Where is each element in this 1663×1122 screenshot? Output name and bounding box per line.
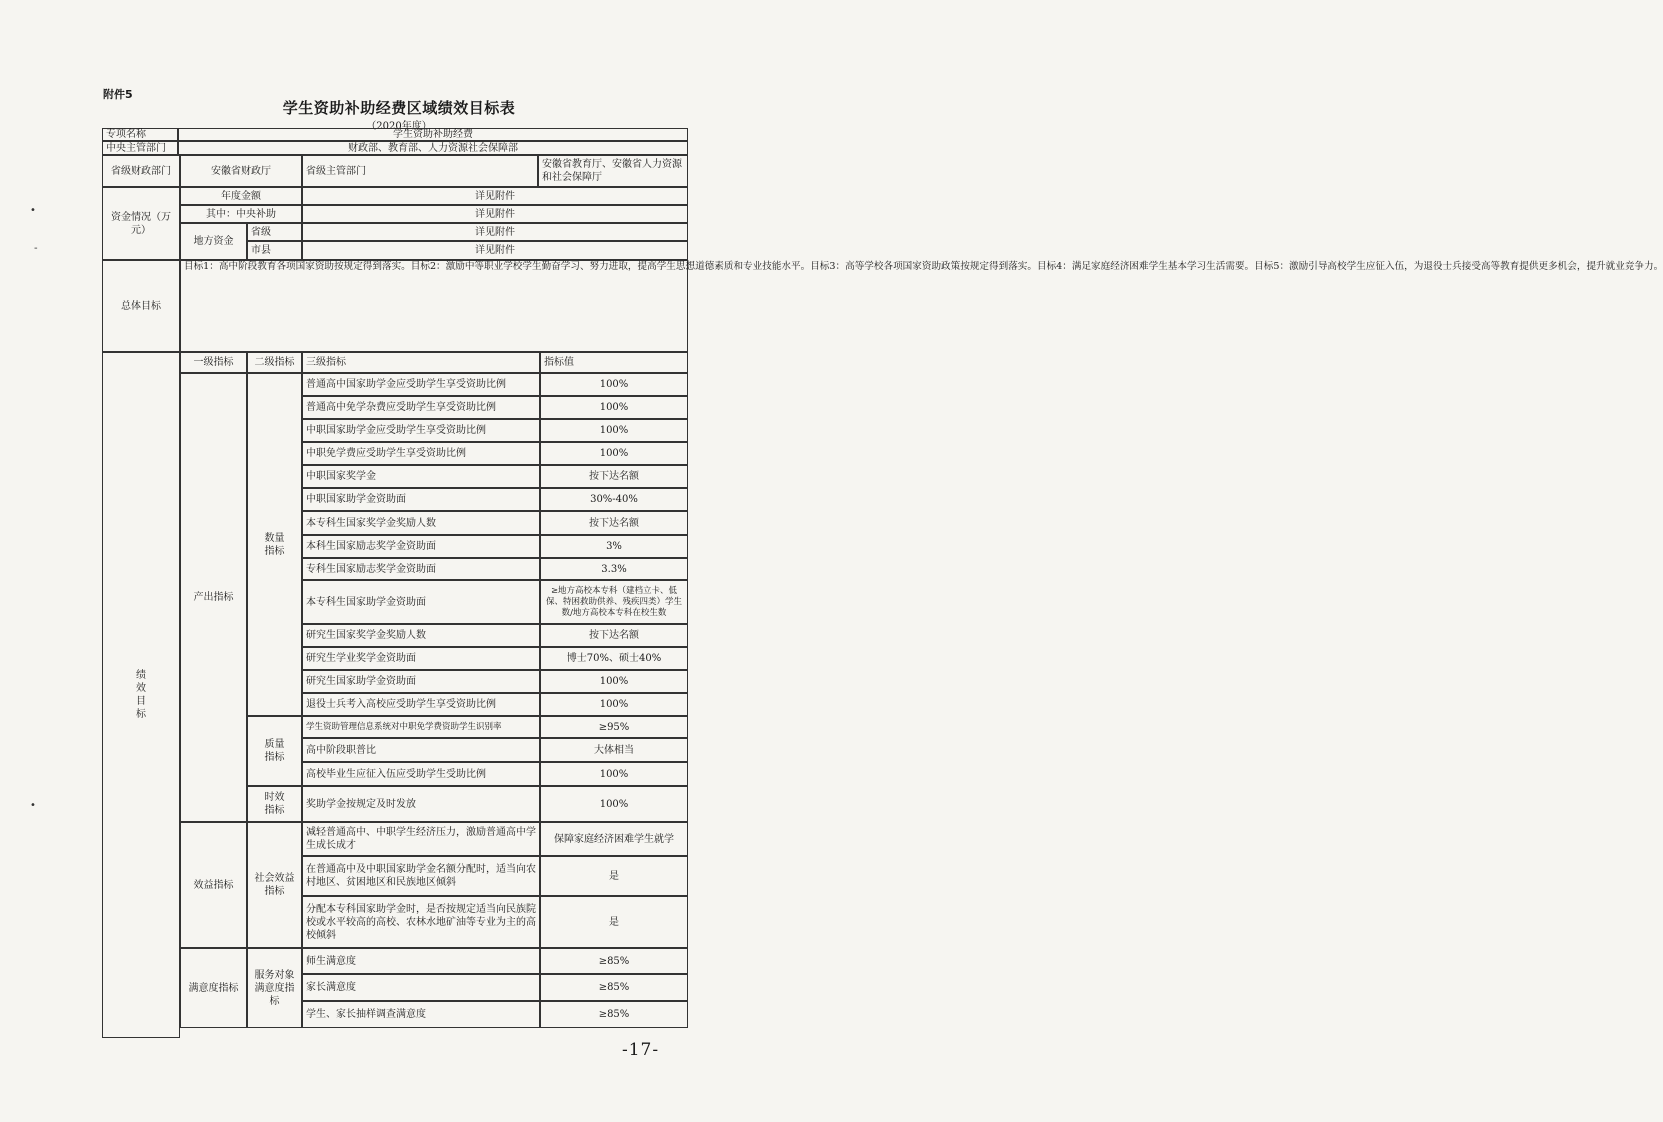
quantity-indicator xyxy=(302,465,540,488)
central-dept-value xyxy=(178,141,688,155)
central-dept-label-text: 中央主管部门 xyxy=(106,142,166,154)
timeliness-indicator-label-text: 时效指标 xyxy=(264,792,285,816)
quality-value-text: 大体相当 xyxy=(594,744,634,756)
quantity-value xyxy=(540,693,688,716)
prov-level-value xyxy=(302,223,688,241)
social-indicator xyxy=(302,822,540,856)
satisfaction-indicator-text: 学生、家长抽样调查满意度 xyxy=(306,1009,426,1020)
page-number: -17- xyxy=(622,1040,660,1060)
social-indicator xyxy=(302,896,540,948)
quantity-indicator xyxy=(302,647,540,670)
quantity-value-text: 按下达名额 xyxy=(589,471,639,482)
annual-amount-label-text: 年度金额 xyxy=(221,190,261,202)
satisfaction-value xyxy=(540,974,688,1001)
satisfaction-value-text: ≥85% xyxy=(598,1009,630,1020)
quantity-value xyxy=(540,442,688,465)
annual-amount-label xyxy=(180,187,302,205)
quality-indicator xyxy=(302,762,540,786)
quantity-indicator-text: 普通高中免学杂费应受助学生享受资助比例 xyxy=(306,402,496,413)
quality-indicator-text: 高校毕业生应征入伍应受助学生受助比例 xyxy=(306,768,486,780)
quality-indicator-text: 学生资助管理信息系统对中职免学费资助学生识别率 xyxy=(306,721,502,732)
quantity-value-text: 100% xyxy=(599,448,629,459)
quantity-indicator-text: 研究生国家助学金资助面 xyxy=(306,676,416,687)
scan-mark: • xyxy=(30,800,36,811)
prov-level-label-text: 省级 xyxy=(251,226,271,238)
prov-dept-value xyxy=(538,155,688,187)
col-level3-header xyxy=(302,352,540,373)
prov-level-label xyxy=(247,223,302,241)
quantity-indicator xyxy=(302,535,540,558)
prov-finance-value xyxy=(180,155,302,187)
quantity-indicator-text: 中职免学费应受助学生享受资助比例 xyxy=(306,448,466,459)
quantity-value-text: 100% xyxy=(599,379,629,390)
quality-indicator-label-text: 质量指标 xyxy=(264,739,285,763)
quantity-value xyxy=(540,580,688,624)
prov-dept-value-text: 安徽省教育厅、安徽省人力资源和社会保障厅 xyxy=(542,159,682,183)
social-value xyxy=(540,896,688,948)
quality-value-text: ≥95% xyxy=(598,721,630,733)
col-level3-header-text: 三级指标 xyxy=(306,357,346,368)
quantity-value-text: 100% xyxy=(599,402,629,413)
goal-line: 目标1：高中阶段教育各项国家资助按规定得到落实。 xyxy=(184,261,411,272)
quantity-indicator xyxy=(302,373,540,396)
local-funds-label xyxy=(180,223,247,260)
quantity-indicator-text: 本专科生国家助学金资助面 xyxy=(306,596,426,608)
quantity-indicator-label xyxy=(247,373,302,716)
col-level2-header xyxy=(247,352,302,373)
funds-label xyxy=(102,187,180,260)
quantity-indicator-text: 本专科生国家奖学金奖励人数 xyxy=(306,517,436,529)
central-subsidy-label-text: 其中：中央补助 xyxy=(206,208,276,220)
social-value xyxy=(540,822,688,856)
overall-goal-text xyxy=(180,260,1663,352)
timeliness-indicator xyxy=(302,786,540,822)
col-level1-header xyxy=(180,352,247,373)
satisfaction-indicator xyxy=(302,1001,540,1028)
quality-value xyxy=(540,762,688,786)
local-funds-label-text: 地方资金 xyxy=(193,236,234,247)
annual-amount-value-text: 详见附件 xyxy=(475,190,515,202)
quantity-indicator xyxy=(302,580,540,624)
output-indicator-label xyxy=(180,373,247,822)
satisfaction-value-text: ≥85% xyxy=(598,955,630,967)
social-indicator-label-text: 社会效益指标 xyxy=(254,873,295,897)
social-value-text: 保障家庭经济困难学生就学 xyxy=(554,833,674,845)
quantity-value xyxy=(540,624,688,647)
quantity-indicator-text: 中职国家助学金资助面 xyxy=(306,494,406,505)
quantity-value xyxy=(540,488,688,511)
central-subsidy-value-text: 详见附件 xyxy=(475,208,515,220)
central-subsidy-label xyxy=(180,205,302,223)
quantity-value-text: ≥地方高校本专科（建档立卡、低保、特困救助供养、残疾四类）学生数/地方高校本专科在校生数 xyxy=(545,585,682,618)
project-name-value xyxy=(178,128,688,141)
quantity-indicator xyxy=(302,488,540,511)
quantity-value-text: 100% xyxy=(599,699,629,710)
quality-indicator-label xyxy=(247,716,302,786)
quantity-indicator-text: 研究生学业奖学金资助面 xyxy=(306,653,416,664)
quantity-indicator xyxy=(302,396,540,419)
col-value-header-text: 指标值 xyxy=(544,357,574,368)
col-level1-header-text: 一级指标 xyxy=(193,357,234,368)
quantity-value-text: 3.3% xyxy=(601,563,627,575)
quantity-value xyxy=(540,465,688,488)
satisfaction-indicator xyxy=(302,948,540,974)
quantity-indicator xyxy=(302,624,540,647)
quantity-indicator-text: 本科生国家励志奖学金资助面 xyxy=(306,541,436,552)
social-indicator xyxy=(302,856,540,896)
quantity-indicator xyxy=(302,442,540,465)
prov-dept-label xyxy=(302,155,538,187)
col-level2-header-text: 二级指标 xyxy=(254,357,295,368)
satisfaction-value xyxy=(540,1001,688,1028)
quantity-value-text: 3% xyxy=(606,541,622,552)
timeliness-indicator-text: 奖助学金按规定及时发放 xyxy=(306,798,416,810)
central-dept-value-text: 财政部、教育部、人力资源社会保障部 xyxy=(348,142,518,154)
timeliness-indicator-label xyxy=(247,786,302,822)
satisfaction-indicator xyxy=(302,974,540,1001)
timeliness-value-text: 100% xyxy=(599,798,629,810)
satisfaction-value-text: ≥85% xyxy=(598,982,630,993)
quantity-indicator-text: 退役士兵考入高校应受助学生享受资助比例 xyxy=(306,699,496,710)
quantity-value xyxy=(540,670,688,693)
year-label: （2020年度） xyxy=(366,121,432,132)
benefit-indicator-label-text: 效益指标 xyxy=(193,879,234,891)
quantity-indicator xyxy=(302,511,540,535)
quantity-value xyxy=(540,419,688,442)
social-indicator-text: 在普通高中及中职国家助学金名额分配时，适当向农村地区、贫困地区和民族地区倾斜 xyxy=(306,864,536,888)
page-title: 学生资助补助经费区域绩效目标表 xyxy=(282,99,516,117)
prov-finance-label xyxy=(102,155,180,187)
scan-mark: - xyxy=(34,243,38,254)
scan-mark: • xyxy=(30,205,36,216)
social-indicator-label xyxy=(247,822,302,948)
quantity-value xyxy=(540,396,688,419)
quantity-value xyxy=(540,647,688,670)
annual-amount-value xyxy=(302,187,688,205)
prov-level-value-text: 详见附件 xyxy=(475,226,515,238)
quantity-indicator-text: 普通高中国家助学金应受助学生享受资助比例 xyxy=(306,379,506,390)
city-level-value xyxy=(302,241,688,260)
social-value-text: 是 xyxy=(609,870,619,882)
perf-goal-label xyxy=(102,352,180,1038)
quantity-value-text: 30%-40% xyxy=(590,494,638,505)
goal-line: 目标4：满足家庭经济困难学生基本学习生活需要。 xyxy=(1036,261,1255,272)
quality-value-text: 100% xyxy=(599,768,629,780)
quality-value xyxy=(540,716,688,738)
central-dept-label xyxy=(102,141,178,155)
performance-table xyxy=(102,128,1663,1038)
benefit-indicator-label xyxy=(180,822,247,948)
project-name-label xyxy=(102,128,178,141)
satisfaction-indicator-text: 家长满意度 xyxy=(306,982,356,993)
output-indicator-label-text: 产出指标 xyxy=(193,592,234,603)
quantity-indicator xyxy=(302,670,540,693)
project-name-label-text: 专项名称 xyxy=(106,129,146,140)
attachment-label: 附件5 xyxy=(103,88,133,101)
quantity-value-text: 100% xyxy=(599,425,629,436)
goal-line: 目标2：激励中等职业学校学生勤奋学习、努力进取，提高学生思想道德素质和专业技能水平。 xyxy=(410,261,811,272)
quality-indicator xyxy=(302,716,540,738)
satisfaction-indicator-label xyxy=(180,948,247,1028)
quantity-value-text: 按下达名额 xyxy=(589,630,639,641)
quantity-indicator-label-text: 数量指标 xyxy=(264,532,285,557)
quantity-value-text: 博士70%、硕士40% xyxy=(566,653,662,664)
city-level-label-text: 市县 xyxy=(251,245,271,256)
quantity-indicator xyxy=(302,558,540,580)
funds-label-text: 资金情况（万元） xyxy=(111,211,171,236)
project-name-value-text: 学生资助补助经费 xyxy=(393,129,473,140)
social-value xyxy=(540,856,688,896)
perf-goal-label-text: 绩效目标 xyxy=(136,670,146,720)
prov-dept-label-text: 省级主管部门 xyxy=(306,165,366,177)
city-level-value-text: 详见附件 xyxy=(475,245,515,256)
quality-indicator-text: 高中阶段职普比 xyxy=(306,744,376,756)
quantity-value xyxy=(540,535,688,558)
social-indicator-text: 减轻普通高中、中职学生经济压力，激励普通高中学生成长成才 xyxy=(306,827,536,851)
central-subsidy-value xyxy=(302,205,688,223)
quantity-indicator-text: 研究生国家奖学金奖励人数 xyxy=(306,630,426,641)
quality-indicator xyxy=(302,738,540,762)
quality-value xyxy=(540,738,688,762)
prov-finance-value-text: 安徽省财政厅 xyxy=(211,165,271,177)
service-satisfaction-label xyxy=(247,948,302,1028)
quantity-value xyxy=(540,558,688,580)
satisfaction-indicator-text: 师生满意度 xyxy=(306,955,356,967)
overall-goal-label xyxy=(102,260,180,352)
social-indicator-text: 分配本专科国家助学金时，是否按规定适当向民族院校或水平较高的高校、农林水地矿油等专业为主的高校倾斜 xyxy=(306,903,536,941)
overall-goal-label-text: 总体目标 xyxy=(121,300,161,312)
social-value-text: 是 xyxy=(609,916,619,928)
quantity-indicator xyxy=(302,419,540,442)
quantity-value xyxy=(540,373,688,396)
quantity-value-text: 按下达名额 xyxy=(589,517,639,529)
timeliness-value xyxy=(540,786,688,822)
satisfaction-indicator-label-text: 满意度指标 xyxy=(188,982,239,994)
goal-line: 目标3：高等学校各项国家资助政策按规定得到落实。 xyxy=(810,261,1037,272)
quantity-indicator xyxy=(302,693,540,716)
prov-finance-label-text: 省级财政部门 xyxy=(111,165,171,177)
goal-line: 目标5：激励引导高校学生应征入伍，为退役士兵接受高等教育提供更多机会，提升就业竞争力。 xyxy=(1254,261,1663,272)
service-satisfaction-label-text: 服务对象满意度指标 xyxy=(254,969,295,1007)
quantity-value-text: 100% xyxy=(599,676,629,687)
quantity-indicator-text: 专科生国家励志奖学金资助面 xyxy=(306,563,436,575)
quantity-indicator-text: 中职国家助学金应受助学生享受资助比例 xyxy=(306,425,486,436)
col-value-header xyxy=(540,352,688,373)
quantity-indicator-text: 中职国家奖学金 xyxy=(306,471,376,482)
city-level-label xyxy=(247,241,302,260)
quantity-value xyxy=(540,511,688,535)
satisfaction-value xyxy=(540,948,688,974)
